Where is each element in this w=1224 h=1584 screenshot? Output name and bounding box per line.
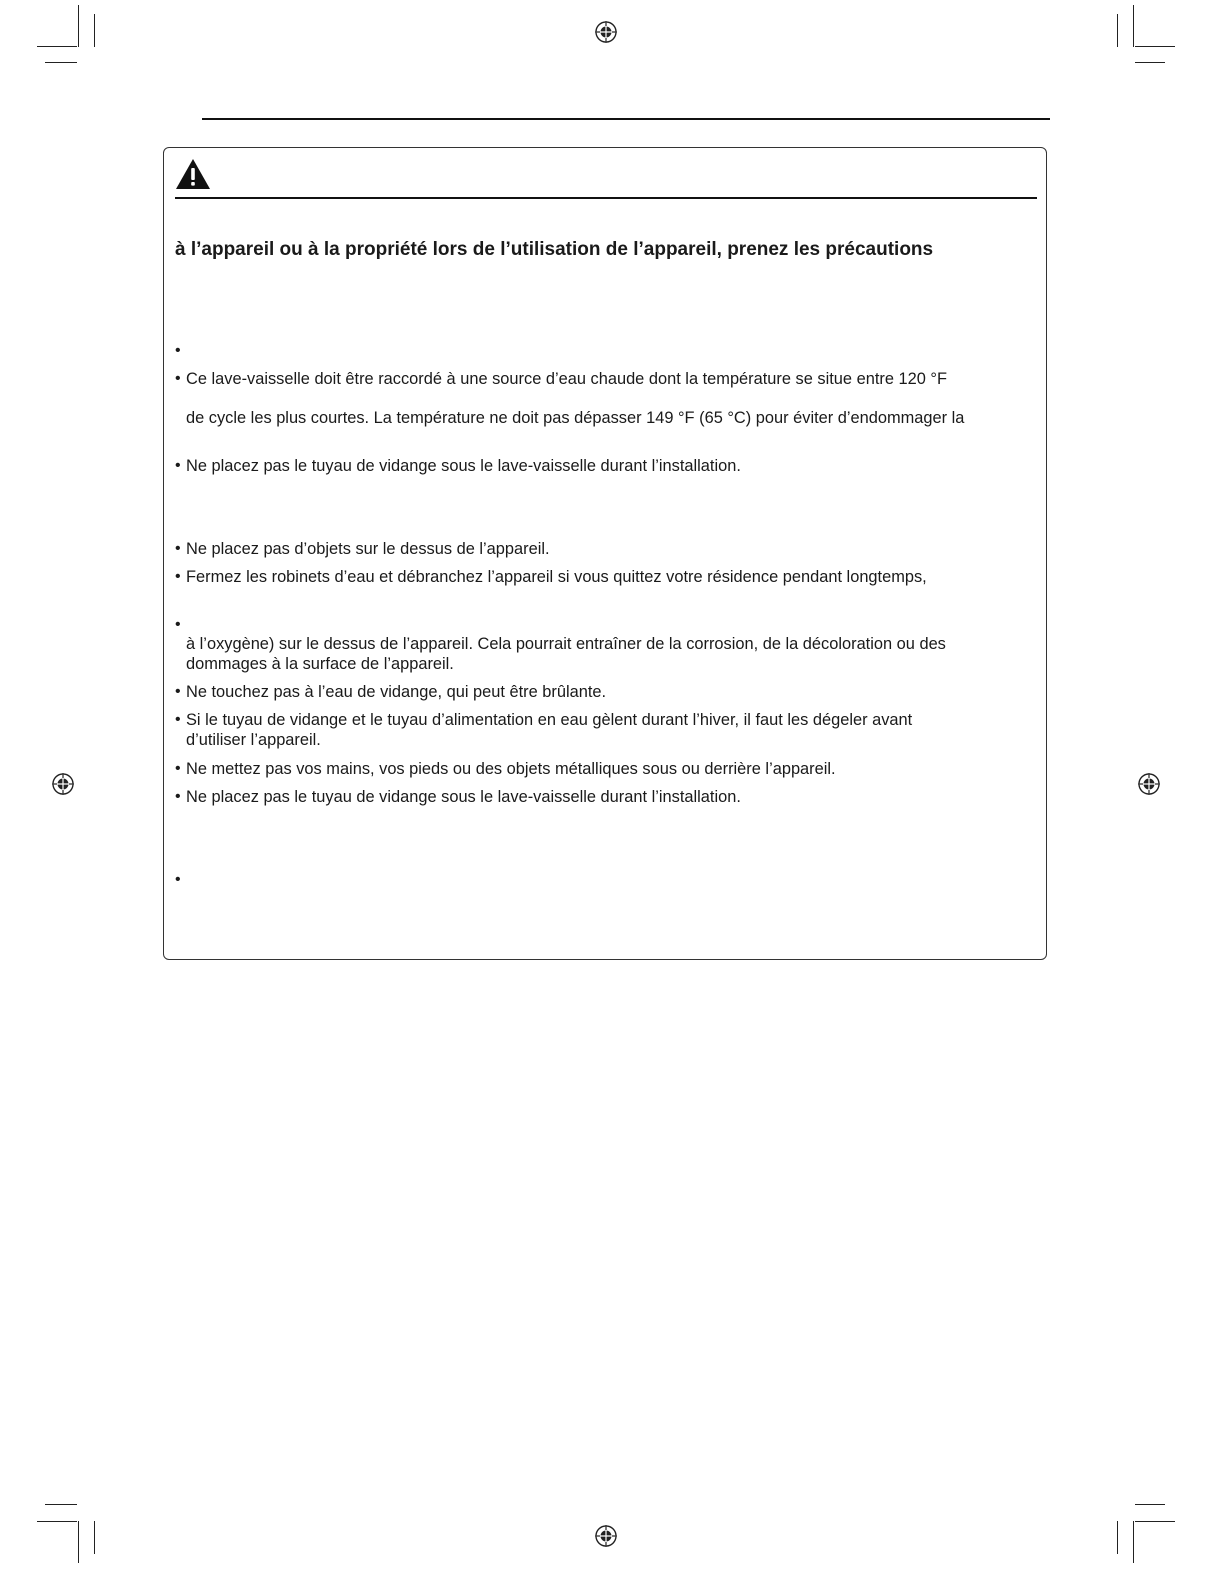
- list-item-text: Ne mettez pas vos mains, vos pieds ou des objets métalliques sous ou derrière l’appareil.: [186, 760, 836, 778]
- crop-mark: [37, 1521, 77, 1522]
- crop-mark: [78, 5, 79, 47]
- bullet-icon: •: [175, 540, 181, 557]
- intro-text: à l’appareil ou à la propriété lors de l’utilisation de l’appareil, prenez les précautions: [175, 239, 934, 260]
- registration-mark-icon: [1137, 772, 1161, 796]
- list-item-continuation: d’utiliser l’appareil.: [186, 731, 321, 749]
- bullet-icon: •: [175, 711, 181, 728]
- list-item-text: Ne touchez pas à l’eau de vidange, qui peut être brûlante.: [186, 683, 607, 701]
- bullet-icon: •: [175, 760, 181, 777]
- list-item-text: Fermez les robinets d’eau et débranchez l’appareil si vous quittez votre résidence pendant longtemps,: [186, 568, 927, 586]
- list-item-continuation: de cycle les plus courtes. La température ne doit pas dépasser 149 °F (65 °C) pour éviter d’endommager la: [186, 409, 965, 427]
- crop-mark: [45, 62, 77, 63]
- crop-mark: [1135, 1504, 1165, 1505]
- bullet-icon: •: [175, 616, 181, 633]
- bullet-icon: •: [175, 370, 181, 387]
- crop-mark: [94, 1521, 95, 1554]
- list-item-continuation: dommages à la surface de l’appareil.: [186, 655, 454, 673]
- bullet-icon: •: [175, 683, 181, 700]
- list-item: [175, 369, 1035, 389]
- warning-triangle-icon: [175, 158, 211, 190]
- registration-mark-icon: [594, 20, 618, 44]
- list-item-text: Ce lave-vaisselle doit être raccordé à une source d’eau chaude dont la température se situe entre 120 °F: [186, 370, 947, 388]
- list-item: [175, 787, 1035, 807]
- crop-mark: [1135, 1521, 1175, 1522]
- list-item-continuation: à l’oxygène) sur le dessus de l’appareil. Cela pourrait entraîner de la corrosion, de la décoloration ou des: [186, 635, 946, 653]
- crop-mark: [45, 1504, 77, 1505]
- crop-mark: [94, 14, 95, 47]
- header-rule: [202, 118, 1050, 120]
- list-item: [175, 759, 1035, 779]
- list-item: [175, 456, 1035, 476]
- crop-mark: [37, 46, 77, 47]
- bullet-icon: •: [175, 342, 181, 359]
- crop-mark: [78, 1521, 79, 1563]
- bullet-icon: •: [175, 871, 181, 888]
- list-item-text: Ne placez pas le tuyau de vidange sous le lave-vaisselle durant l’installation.: [186, 788, 741, 806]
- list-item: [175, 567, 1035, 587]
- list-item: [175, 539, 1035, 559]
- list-item-text: Ne placez pas d’objets sur le dessus de l’appareil.: [186, 540, 550, 558]
- bullet-icon: •: [175, 788, 181, 805]
- crop-mark: [1133, 5, 1134, 47]
- panel-rule: [175, 197, 1037, 199]
- list-item-text: Si le tuyau de vidange et le tuyau d’alimentation en eau gèlent durant l’hiver, il faut les dégeler avant: [186, 711, 913, 729]
- bullet-icon: •: [175, 568, 181, 585]
- list-item: [175, 682, 1035, 702]
- list-item-text: Ne placez pas le tuyau de vidange sous le lave-vaisselle durant l’installation.: [186, 457, 741, 475]
- crop-mark: [1117, 14, 1118, 47]
- crop-mark: [1135, 46, 1175, 47]
- crop-mark: [1135, 62, 1165, 63]
- list-item: [175, 710, 1035, 730]
- registration-mark-icon: [51, 772, 75, 796]
- crop-mark: [1117, 1521, 1118, 1554]
- crop-mark: [1133, 1521, 1134, 1563]
- registration-mark-icon: [594, 1524, 618, 1548]
- bullet-icon: •: [175, 457, 181, 474]
